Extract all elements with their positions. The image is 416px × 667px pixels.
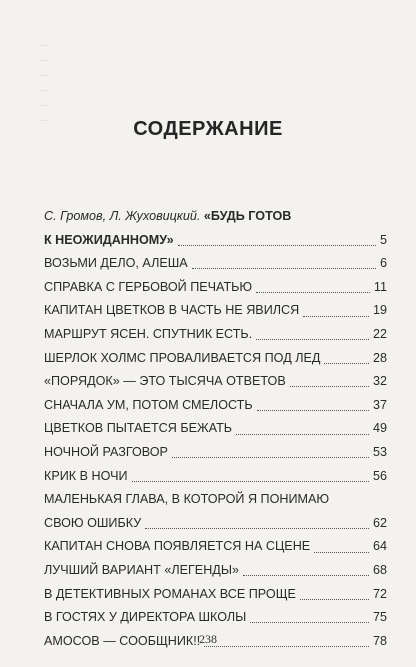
dot-leader: [178, 245, 376, 246]
dot-leader: [324, 363, 369, 364]
page-number: 238: [199, 632, 217, 646]
toc-entry-title: В ГОСТЯХ У ДИРЕКТОРА ШКОЛЫ: [44, 610, 247, 625]
bleed-through-text: [40, 36, 386, 126]
toc-entry-page: 68: [372, 562, 387, 577]
toc-entry: [44, 559, 387, 583]
toc-entry-title: «БУДЬ ГОТОВ: [203, 209, 292, 223]
dot-leader: [236, 434, 369, 435]
toc-entry: [44, 583, 387, 607]
dot-leader: [145, 528, 369, 529]
toc-entry-page: 78: [372, 633, 387, 648]
toc-entry-title-cont: СВОЮ ОШИБКУ: [44, 515, 142, 530]
toc-entry-page: 56: [372, 468, 387, 483]
bleed-line: ...: [40, 97, 49, 109]
dot-leader: [257, 410, 369, 411]
toc-entry-title: ЦВЕТКОВ ПЫТАЕТСЯ БЕЖАТЬ: [44, 421, 233, 436]
toc-entry: [44, 205, 387, 252]
bleed-line: ...: [40, 82, 49, 94]
dot-leader: [303, 316, 369, 317]
toc-entry-title: В ДЕТЕКТИВНЫХ РОМАНАХ ВСЕ ПРОЩЕ: [44, 586, 296, 601]
toc-entry-page: 32: [372, 374, 387, 389]
toc-entry-title: НОЧНОЙ РАЗГОВОР: [44, 444, 168, 459]
toc-entry: [44, 394, 387, 418]
toc-entry-title: «ПОРЯДОК» — ЭТО ТЫСЯЧА ОТВЕТОВ: [44, 374, 286, 389]
dot-leader: [314, 552, 369, 553]
toc-entry-page: 22: [372, 326, 387, 341]
toc-entry-title: СПРАВКА С ГЕРБОВОЙ ПЕЧАТЬЮ: [44, 279, 253, 294]
bleed-line: ...: [40, 112, 49, 124]
dot-leader: [192, 268, 376, 269]
toc-entry: [44, 323, 387, 347]
toc-entry-page: 5: [379, 232, 387, 247]
toc-entry-title: СНАЧАЛА УМ, ПОТОМ СМЕЛОСТЬ: [44, 397, 253, 412]
toc-entry-page: 49: [372, 421, 387, 436]
bleed-line: ...: [40, 52, 49, 64]
page-title: СОДЕРЖАНИЕ: [133, 118, 283, 140]
toc-entry-page: 11: [373, 279, 387, 294]
toc-entry-title: МАЛЕНЬКАЯ ГЛАВА, В КОТОРОЙ Я ПОНИМАЮ: [44, 492, 330, 507]
toc-entry-page: 62: [372, 515, 387, 530]
toc-entry: [44, 417, 387, 441]
toc-entry-title: КРИК В НОЧИ: [44, 468, 128, 483]
dot-leader: [132, 481, 369, 482]
toc-entry-page: 75: [372, 610, 387, 625]
toc-entry-page: 72: [372, 586, 387, 601]
toc-entry-title: АМОСОВ — СООБЩНИК!!: [44, 633, 201, 648]
dot-leader: [172, 457, 369, 458]
toc-entry-title: ШЕРЛОК ХОЛМС ПРОВАЛИВАЕТСЯ ПОД ЛЕД: [44, 350, 321, 365]
dot-leader: [256, 339, 369, 340]
bleed-line: ...: [40, 37, 49, 49]
toc-entry: [44, 465, 387, 489]
dot-leader: [290, 386, 369, 387]
toc-entry: [44, 441, 387, 465]
toc-entry-title: МАРШРУТ ЯСЕН. СПУТНИК ЕСТЬ.: [44, 326, 253, 341]
toc-entry-title-cont: К НЕОЖИДАННОМУ»: [44, 232, 174, 247]
toc-entry-author: С. Громов, Л. Жуховицкий.: [44, 209, 201, 223]
toc-entry-page: 28: [372, 350, 387, 365]
toc-entry: [44, 488, 387, 535]
dot-leader: [256, 292, 370, 293]
toc-entry-page: 37: [372, 397, 387, 412]
toc-entry: [44, 606, 387, 630]
dot-leader: [243, 575, 369, 576]
dot-leader: [250, 622, 369, 623]
toc-entry-page: 6: [379, 256, 387, 271]
toc-entry: [44, 347, 387, 371]
toc-entry: [44, 252, 387, 276]
bleed-line: ...: [40, 67, 49, 79]
toc-entry: [44, 535, 387, 559]
toc-entry: [44, 276, 387, 300]
toc-entry-title: КАПИТАН СНОВА ПОЯВЛЯЕТСЯ НА СЦЕНЕ: [44, 539, 311, 554]
toc-entry: [44, 299, 387, 323]
table-of-contents: [44, 205, 387, 653]
toc-entry-title: ВОЗЬМИ ДЕЛО, АЛЕША: [44, 256, 188, 271]
toc-entry-title: ЛУЧШИЙ ВАРИАНТ «ЛЕГЕНДЫ»: [44, 562, 239, 577]
toc-entry-page: 64: [372, 539, 387, 554]
toc-entry: [44, 370, 387, 394]
toc-entry-page: 53: [372, 444, 387, 459]
toc-entry-page: 19: [372, 303, 387, 318]
dot-leader: [300, 599, 369, 600]
toc-entry-title: КАПИТАН ЦВЕТКОВ В ЧАСТЬ НЕ ЯВИЛСЯ: [44, 303, 300, 318]
